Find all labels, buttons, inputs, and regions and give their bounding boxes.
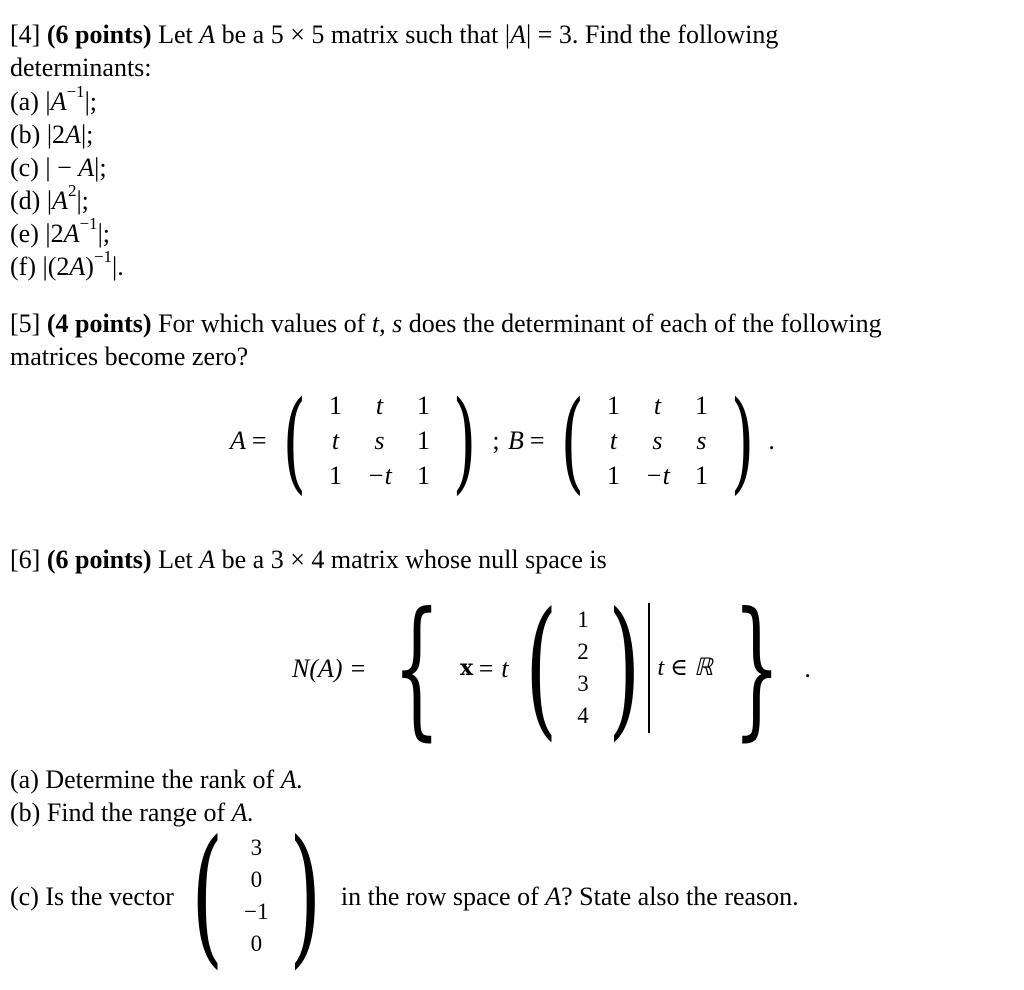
q5-line2: matrices become zero? [10, 342, 249, 371]
q6-line1: [6] (6 points) Let A be a 3 × 4 matrix whose null space is [10, 545, 607, 574]
q4-item-e: (e) $|2A^{-1}|$; [10, 214, 110, 248]
q5-matrix-a-block: A = ( 1 t 1 t s 1 1 −t 1 ) ; [230, 376, 500, 505]
q4-number: [4] [10, 20, 41, 49]
q6-part-a: (a) Determine the rank of A. [10, 765, 304, 794]
q4-item-b: (b) |2A|; [10, 120, 94, 149]
q4-line2: determinants: [10, 53, 152, 82]
q5-matrix-b-block: B = ( 1 t 1 t s s 1 −t 1 ) . [508, 376, 775, 505]
left-paren: ( [191, 809, 224, 983]
q5-line1: [5] (4 points) For which values of t, s does the determinant of each of the following [10, 309, 882, 338]
q4-points: (6 points) [46, 20, 152, 49]
right-brace: } [732, 581, 781, 755]
null-space-def: N(A) = { x = t ( 1 2 3 4 ) t ∈ ℝ } . [292, 581, 811, 755]
q4-item-a: (a) $|A^{-1}|$; [10, 82, 97, 116]
q4-var-a: A [510, 20, 526, 49]
matrix-b-label: B [508, 426, 524, 455]
q5-number: [5] [10, 309, 41, 338]
q6-points: (6 points) [46, 545, 152, 574]
q4-text: be a 5 × 5 matrix such that | [221, 20, 511, 49]
matrix-a-label: A [230, 426, 246, 455]
right-paren: ) [731, 376, 755, 505]
vector-x: x [460, 654, 474, 681]
right-paren: ) [453, 376, 477, 505]
q4-text: | = 3. Find the following [525, 20, 779, 49]
q6-part-b: (b) Find the range of A. [10, 798, 255, 827]
condition: t ∈ ℝ [657, 654, 713, 681]
left-paren: ( [525, 581, 558, 755]
matrix-b: 1 t 1 t s s 1 −t 1 [606, 391, 708, 490]
q5-points: (4 points) [46, 309, 152, 338]
right-paren: ) [289, 809, 322, 983]
null-vector: 1 2 3 4 [577, 607, 589, 728]
right-paren: ) [608, 581, 641, 755]
q4-var-a: A [199, 20, 216, 49]
q4-item-c: (c) | − A|; [10, 153, 107, 182]
left-paren: ( [282, 376, 306, 505]
left-brace: { [392, 581, 441, 755]
null-space-label: N(A) = [292, 653, 367, 683]
q4-text: Let [158, 20, 193, 49]
q4-item-d: (d) $|A^2|$; [10, 181, 89, 215]
matrix-a: 1 t 1 t s 1 1 −t 1 [328, 391, 430, 490]
q4-item-f: (f) $|(2A)^{-1}|$. [10, 247, 124, 281]
q4-line1 [10, 18, 778, 51]
vector-c: 3 0 −1 0 [244, 835, 269, 956]
such-that-bar [648, 603, 650, 733]
q6-number: [6] [10, 545, 41, 574]
part-c-text: (c) Is the vector [10, 881, 174, 911]
left-paren: ( [560, 376, 584, 505]
q6-part-c: (c) Is the vector ( 3 0 −1 0 ) in the row space of A ? State also the reason. [10, 809, 799, 983]
